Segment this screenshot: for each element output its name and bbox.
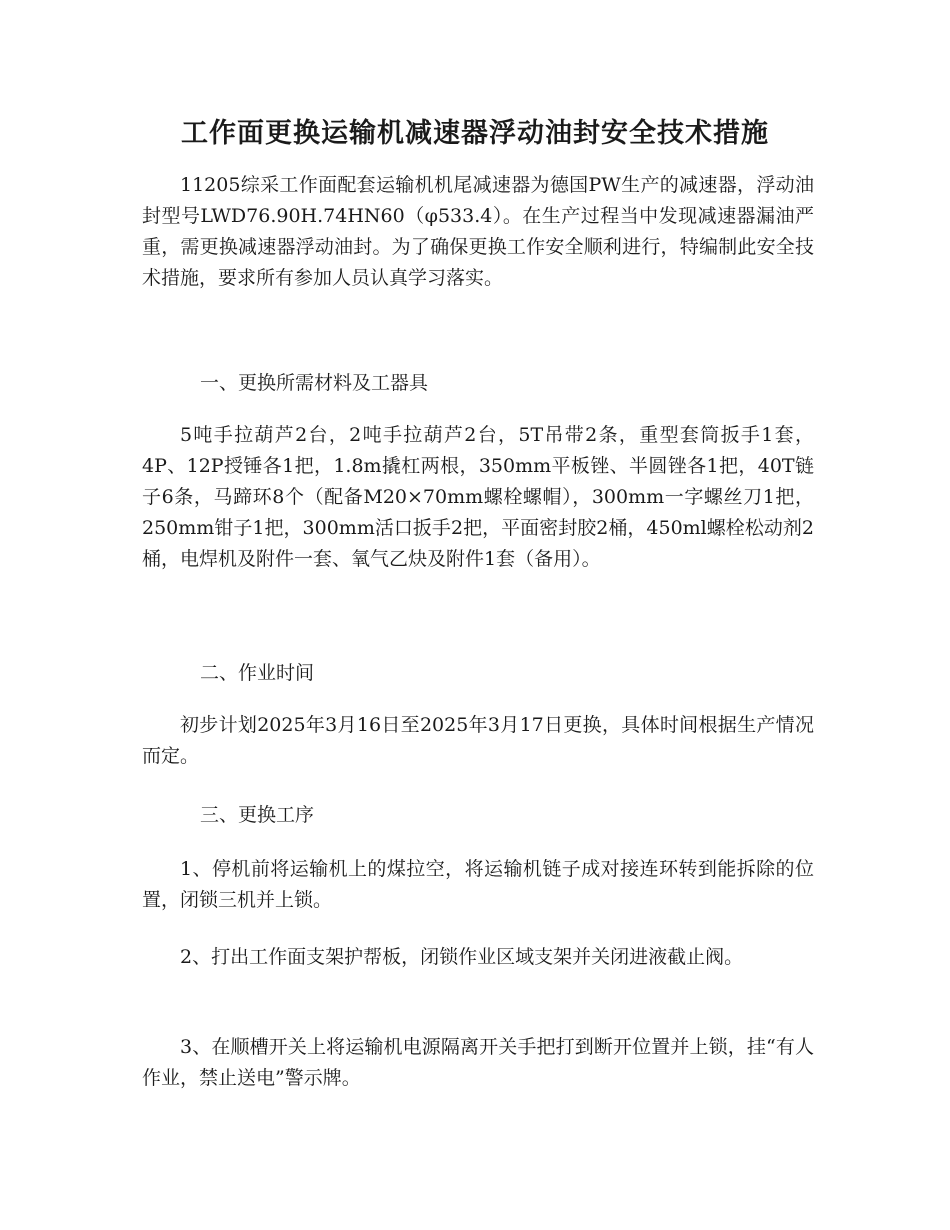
section-heading-schedule: 二、作业时间 xyxy=(200,662,315,684)
procedure-step: 1、停机前将运输机上的煤拉空，将运输机链子成对接连环转到能拆除的位置，闭锁三机并上锁。 xyxy=(142,858,814,911)
procedure-step: 2、打出工作面支架护帮板，闭锁作业区域支架并关闭进液截止阀。 xyxy=(180,946,744,968)
materials-paragraph: 5吨手拉葫芦2台，2吨手拉葫芦2台，5T吊带2条，重型套筒扳手1套，4P、12P授锤各1把，1.8m撬杠两根，350mm平板锉、半圆锉各1把，40T链子6条，马蹄环8个（配备M20×70mm螺栓螺帽），300mm一字螺丝刀1把，250mm钳子1把，300mm活口扳手2把，平面密封胶2桶，450ml螺栓松动剂2桶，电焊机及附件一套、氧气乙炔及附件1套（备用）。 xyxy=(142,424,814,570)
schedule-paragraph: 初步计划2025年3月16日至2025年3月17日更换，具体时间根据生产情况而定。 xyxy=(142,714,814,767)
document-title: 工作面更换运输机减速器浮动油封安全技术措施 xyxy=(181,118,769,149)
procedure-step: 3、在顺槽开关上将运输机电源隔离开关手把打到断开位置并上锁，挂“有人作业，禁止送电”警示牌。 xyxy=(142,1036,814,1089)
section-heading-materials: 一、更换所需材料及工器具 xyxy=(200,372,429,394)
intro-paragraph: 11205综采工作面配套运输机机尾减速器为德国PW生产的减速器，浮动油封型号LWD76.90H.74HN60（φ533.4）。在生产过程当中发现减速器漏油严重，需更换减速器浮动油封。为了确保更换工作安全顺利进行，特编制此安全技术措施，要求所有参加人员认真学习落实。 xyxy=(142,174,814,289)
section-heading-procedure: 三、更换工序 xyxy=(200,804,315,826)
